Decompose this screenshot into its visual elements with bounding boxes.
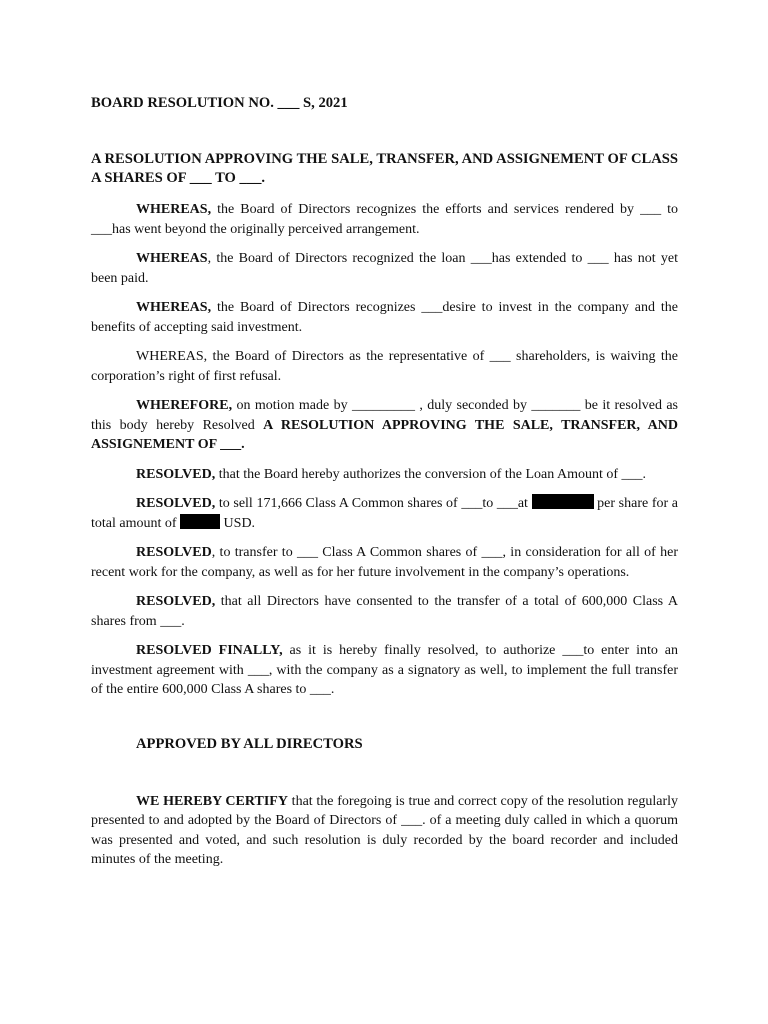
resolved-text: that all Directors have consented to the transfer of a total of 600,000 Class A shares from ___. (91, 594, 678, 629)
certify-lead: WE HEREBY CERTIFY (136, 793, 288, 809)
wherefore-bold-tail: A RESOLUTION APPROVING THE SALE, TRANSFER, AND ASSIGNEMENT OF ___. (91, 417, 679, 452)
resolved-text: , to transfer to ___ Class A Common shares of ___, in consideration for all of her recent work for the company, as well as for her future involvement in the company’s operations. (91, 545, 678, 580)
whereas-lead: WHEREAS, (136, 202, 212, 217)
certification-paragraph (91, 792, 678, 870)
resolved-text-b: per share for a total amount of (91, 496, 678, 531)
resolved-paragraph-4 (91, 592, 678, 631)
whereas-text: the Board of Directors recognizes the efforts and services rendered by ___ to ___has went beyond the originally perceived arrangement. (91, 202, 678, 237)
resolved-text-a: to sell 171,666 Class A Common shares of ___to ___at (215, 496, 532, 511)
whereas-paragraph-3 (91, 298, 678, 337)
certify-text: that the foregoing is true and correct copy of the resolution regularly presented to and adopted by the Board of Directors of ___. of a meeting duly called in which a quorum was presented and voted, and such resolution is duly recorded by the board recorder and included minutes of the meeting. (91, 793, 678, 867)
resolved-text: that the Board hereby authorizes the conversion of the Loan Amount of ___. (215, 466, 647, 482)
resolved-lead: RESOLVED (136, 545, 212, 560)
resolved-lead: RESOLVED, (136, 496, 216, 511)
approved-by-directors: APPROVED BY ALL DIRECTORS (136, 735, 363, 752)
resolved-finally-text: as it is hereby finally resolved, to authorize ___to enter into an investment agreement with ___, with the company as a signatory as well, to implement the full transfer of the entire 600,000 Class A shares to ___. (91, 643, 678, 697)
resolution-heading: A RESOLUTION APPROVING THE SALE, TRANSFER, AND ASSIGNEMENT OF CLASS A SHARES OF ___ TO ___. (91, 151, 678, 186)
wherefore-text: on motion made by _________ , duly seconded by _______ be it resolved as this body hereby Resolved (91, 398, 678, 433)
resolved-paragraph-1 (91, 465, 678, 485)
whereas-paragraph-4 (91, 347, 678, 386)
whereas-lead: WHEREAS (136, 251, 208, 266)
whereas-text: WHEREAS, the Board of Directors as the representative of ___ shareholders, is waiving the corporation’s right of first refusal. (91, 349, 678, 384)
resolved-text-c: USD. (220, 515, 256, 531)
resolved-paragraph-3 (91, 543, 678, 582)
document-title: BOARD RESOLUTION NO. ___ S, 2021 (91, 95, 348, 111)
resolved-lead: RESOLVED, (136, 466, 216, 482)
whereas-lead: WHEREAS, (136, 300, 212, 315)
whereas-paragraph-1 (91, 200, 678, 239)
resolved-paragraph-2 (91, 494, 678, 533)
wherefore-paragraph (91, 396, 678, 455)
document-page (91, 94, 678, 870)
resolved-finally-lead: RESOLVED FINALLY, (136, 643, 283, 658)
wherefore-lead: WHEREFORE, (136, 398, 233, 413)
redaction-block (532, 494, 594, 509)
resolved-lead: RESOLVED, (136, 594, 216, 609)
whereas-text: the Board of Directors recognizes ___desire to invest in the company and the benefits of accepting said investment. (91, 300, 678, 335)
whereas-paragraph-2 (91, 249, 678, 288)
resolved-finally-paragraph (91, 641, 678, 700)
whereas-text: , the Board of Directors recognized the loan ___has extended to ___ has not yet been paid. (91, 251, 678, 286)
redaction-block (180, 514, 220, 529)
